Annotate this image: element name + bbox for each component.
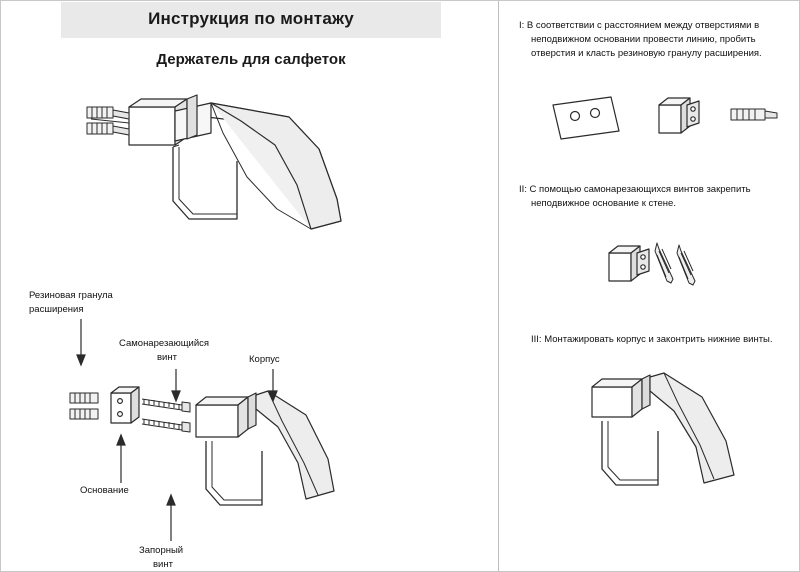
- step-1-drawing: [541, 91, 781, 151]
- step-2-line2: неподвижное основание к стене.: [531, 198, 676, 209]
- column-divider: [498, 1, 499, 572]
- step-3-drawing: [576, 367, 796, 517]
- step-2-line1: II: С помощью самонарезающихся винтов закрепить: [519, 184, 751, 195]
- assembled-product-drawing: [61, 81, 381, 251]
- arrow-base: [111, 431, 131, 483]
- exploded-view-drawing: [56, 371, 366, 531]
- page-subtitle: Держатель для салфеток: [156, 51, 346, 68]
- label-locking-screw-line1: Запорный: [139, 545, 184, 556]
- label-locking-screw-line2: винт: [153, 559, 173, 570]
- arrow-locking-screw: [161, 491, 181, 541]
- page-title: Инструкция по монтажу: [148, 9, 354, 28]
- step-1-line2: неподвижном основании провести линию, пробить: [531, 34, 756, 45]
- label-self-tapping-screw-line1: Самонарезающийся: [119, 338, 210, 349]
- step-2-drawing: [601, 239, 731, 295]
- step-3-line1: III: Монтажировать корпус и законтрить нижние винты.: [531, 334, 773, 345]
- step-1-line1: I: В соответствии с расстоянием между отверстиями в: [519, 20, 760, 31]
- arrow-rubber-granule: [61, 319, 101, 369]
- step-1-line3: отверстия и класть резиновую гранулу расширения.: [531, 48, 762, 59]
- arrow-self-tapping-screw: [166, 369, 186, 405]
- label-rubber-granule-line1: Резиновая гранула: [29, 290, 113, 301]
- label-self-tapping-screw-line2: винт: [157, 352, 177, 363]
- arrow-body: [263, 369, 283, 405]
- label-body: Корпус: [249, 354, 280, 365]
- label-base: Основание: [80, 485, 129, 496]
- label-rubber-granule-line2: расширения: [29, 304, 84, 315]
